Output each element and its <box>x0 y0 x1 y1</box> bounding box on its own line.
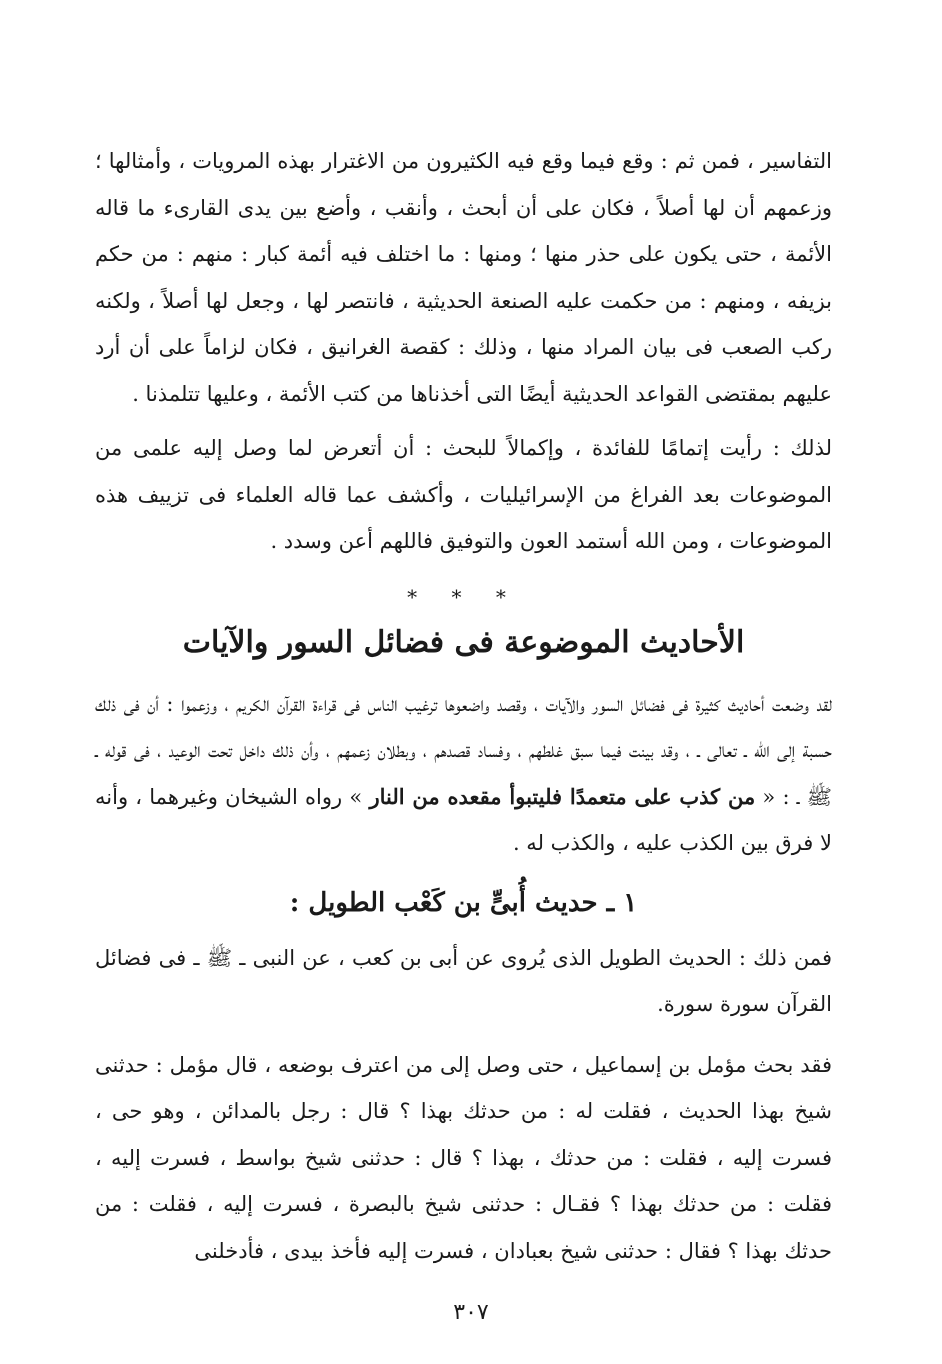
page-body <box>95 138 832 1274</box>
hadith-quote: من كذب على متعمدًا فليتبوأ مقعده من النار <box>369 783 756 809</box>
section-separator: * * * <box>407 584 520 609</box>
paragraph-text-before-quote: لقد وضعت أحاديث كثيرة فى فضائل السور والآيات ، وقصد واضعوها ترغيب الناس فى قراءة القرآن الكريم ، وزعموا : أن فى ذلك حسبة إلى الله ـ تعالى ـ ، وقد بينت فيما سبق غلطهم ، وفساد قصدهم ، وبطلان زعمهم ، وأن ذلك داخل تحت الوعيد ، فى قوله ـ ﷺ ـ : « <box>95 691 832 809</box>
paragraph-text-after-quote: » رواه الشيخان وغيرهما ، وأنه لا فرق بين الكذب عليه ، والكذب له . <box>95 784 832 855</box>
subsection-heading: ١ ـ حديث أُبىٍّ بن كَعْب الطويل : <box>289 887 638 918</box>
paragraph-purpose: لذلك : رأيت إتمامًا للفائدة ، وإكمالاً للبحث : أن أتعرض لما وصل إليه علمى من الموضوعات بعد الفراغ من الإسرائيليات ، وأكشف عما قاله العلماء فى تزييف هذه الموضوعات ، ومن الله أستمد العون والتوفيق فاللهم أعن وسدد . <box>95 436 832 553</box>
section-heading: الأحاديث الموضوعة فى فضائل السور والآيات <box>182 624 745 660</box>
paragraph-ubayy-hadith: فمن ذلك : الحديث الطويل الذى يُروى عن أبى بن كعب ، عن النبى ـ ﷺ ـ فى فضائل القرآن سورة سورة. <box>95 945 832 1016</box>
paragraph-fabricated-hadith <box>95 681 832 867</box>
paragraph-intro: التفاسير ، فمن ثم : وقع فيما وقع فيه الكثيرون من الاغترار بهذه المرويات ، وأمثالها ؛ وزعمهم أن لها أصلاً ، فكان على أن أبحث ، وأنقب ، وأضع بين يدى القارىء ما قاله الأئمة ، حتى يكون على حذر منها ؛ ومنها : ما اختلف فيه أئمة كبار : منهم : من حكم بزيفه ، ومنهم : من حكمت عليه الصنعة الحديثية ، فانتصر لها ، وجعل لها أصلاً ، ولكنه ركب الصعب فى بيان المراد منها ، وذلك : كقصة الغرانيق ، فكان لزاماً على أن أرد عليهم بمقتضى القواعد الحديثية أيضًا التى أخذناها من كتب الأئمة ، وعليها تتلمذنا . <box>95 149 832 406</box>
paragraph-muammal-account: فقد بحث مؤمل بن إسماعيل ، حتى وصل إلى من اعترف بوضعه ، قال مؤمل : حدثنى شيخ بهذا الحديث ، فقلت له : من حدثك بهذا ؟ قال : رجل بالمدائن ، وهو حى ، فسرت إليه ، فقلت : من حدثك ، بهذا ؟ قال : حدثنى شيخ بواسط ، فسرت إليه ، فقلت : من حدثك بهذا ؟ فقـال : حدثنى شيخ بالبصرة ، فسرت إليه ، فقلت : من حدثك بهذا ؟ فقال : حدثنى شيخ بعبادان ، فسرت إليه فأخذ بيدى ، فأدخلنى <box>95 1052 832 1263</box>
page-number: ٣٠٧ <box>453 1300 489 1325</box>
